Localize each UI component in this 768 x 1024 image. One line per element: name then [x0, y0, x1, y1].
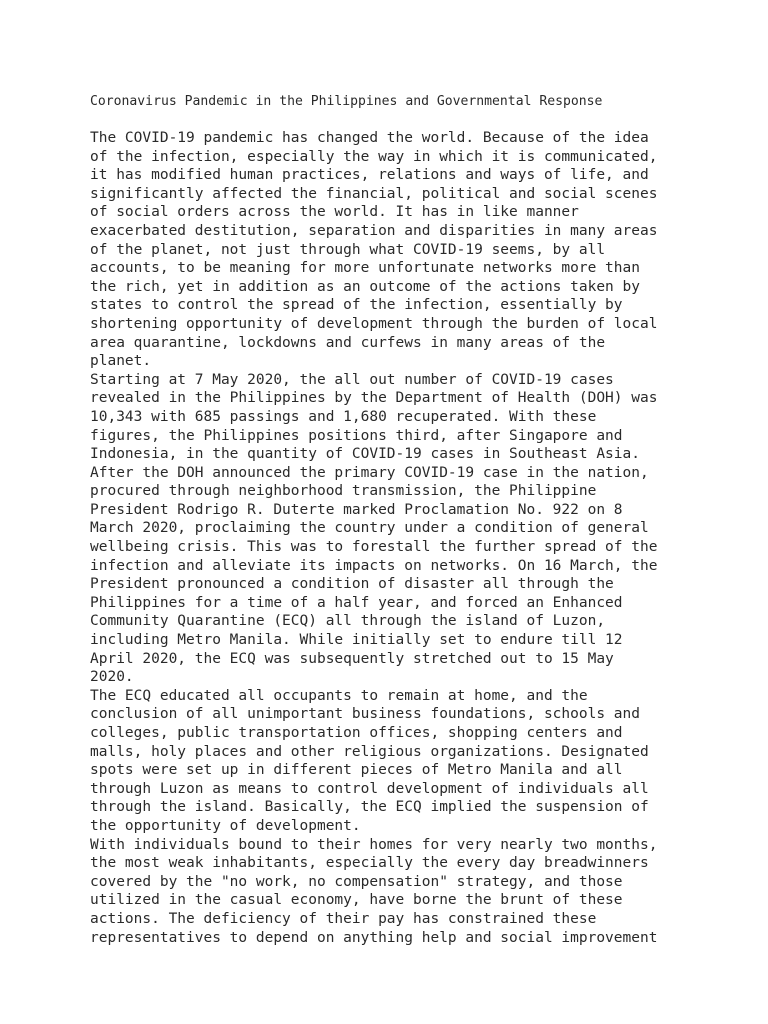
text-line: 2020. — [90, 669, 134, 686]
text-line: colleges, public transportation offices, shopping centers and — [90, 725, 623, 741]
text-line: procured through neighborhood transmission, the Philippine — [90, 483, 597, 500]
text-line: of the infection, especially the way in which it is communicated, — [90, 148, 658, 165]
text-line: The COVID-19 pandemic has changed the world. Because of the idea — [90, 130, 649, 146]
text-line: malls, holy places and other religious organizations. Designated — [90, 743, 649, 760]
text-line: of social orders across the world. It has in like manner — [90, 204, 579, 221]
text-line: After the DOH announced the primary COVID-19 case in the nation, — [90, 464, 649, 481]
text-line: Philippines for a time of a half year, and forced an Enhanced — [90, 594, 623, 611]
document-body — [90, 129, 768, 947]
text-line: the rich, yet in addition as an outcome of the actions taken by — [90, 278, 640, 295]
text-line: through Luzon as means to control development of individuals all — [90, 780, 649, 797]
text-line: the opportunity of development. — [90, 817, 361, 834]
document-title: Coronavirus Pandemic in the Philippines and Governmental Response — [90, 94, 603, 109]
text-line: President pronounced a condition of disaster all through the — [90, 576, 614, 593]
text-line: through the island. Basically, the ECQ implied the suspension of — [90, 799, 649, 816]
text-line: utilized in the casual economy, have borne the brunt of these — [90, 892, 623, 909]
text-line: actions. The deficiency of their pay has constrained these — [90, 910, 597, 927]
text-line: it has modified human practices, relations and ways of life, and — [90, 167, 649, 184]
text-line: area quarantine, lockdowns and curfews in many areas of the — [90, 334, 606, 351]
text-line: wellbeing crisis. This was to forestall the further spread of the — [90, 539, 658, 556]
text-line: spots were set up in different pieces of Metro Manila and all — [90, 762, 623, 779]
text-line: 10,343 with 685 passings and 1,680 recuperated. With these — [90, 408, 597, 425]
text-line: shortening opportunity of development through the burden of local — [90, 315, 658, 332]
text-line: infection and alleviate its impacts on networks. On 16 March, the — [90, 557, 658, 574]
text-line: revealed in the Philippines by the Department of Health (DOH) was — [90, 390, 658, 407]
text-line: planet. — [90, 353, 152, 370]
text-line: including Metro Manila. While initially set to endure till 12 — [90, 632, 623, 649]
text-line: significantly affected the financial, political and social scenes — [90, 185, 658, 202]
text-line: representatives to depend on anything help and social improvement — [90, 929, 658, 946]
text-line: Indonesia, in the quantity of COVID-19 cases in Southeast Asia. — [90, 446, 640, 463]
text-line: states to control the spread of the infection, essentially by — [90, 297, 623, 314]
text-line: President Rodrigo R. Duterte marked Proclamation No. 922 on 8 — [90, 501, 623, 518]
text-line: Starting at 7 May 2020, the all out number of COVID-19 cases — [90, 371, 614, 388]
text-line: Community Quarantine (ECQ) all through the island of Luzon, — [90, 613, 606, 630]
text-line: With individuals bound to their homes for very nearly two months, — [90, 836, 658, 853]
text-line: accounts, to be meaning for more unfortunate networks more than — [90, 260, 640, 277]
text-line: April 2020, the ECQ was subsequently stretched out to 15 May — [90, 650, 614, 667]
text-line: the most weak inhabitants, especially the every day breadwinners — [90, 855, 649, 872]
text-line: conclusion of all unimportant business foundations, schools and — [90, 706, 640, 723]
text-line: The ECQ educated all occupants to remain at home, and the — [90, 687, 588, 704]
text-line: March 2020, proclaiming the country under a condition of general — [90, 520, 649, 537]
text-line: covered by the "no work, no compensation" strategy, and those — [90, 873, 623, 890]
text-line: of the planet, not just through what COVID-19 seems, by all — [90, 241, 606, 258]
text-line: exacerbated destitution, separation and disparities in many areas — [90, 222, 658, 239]
text-line: figures, the Philippines positions third, after Singapore and — [90, 427, 623, 444]
